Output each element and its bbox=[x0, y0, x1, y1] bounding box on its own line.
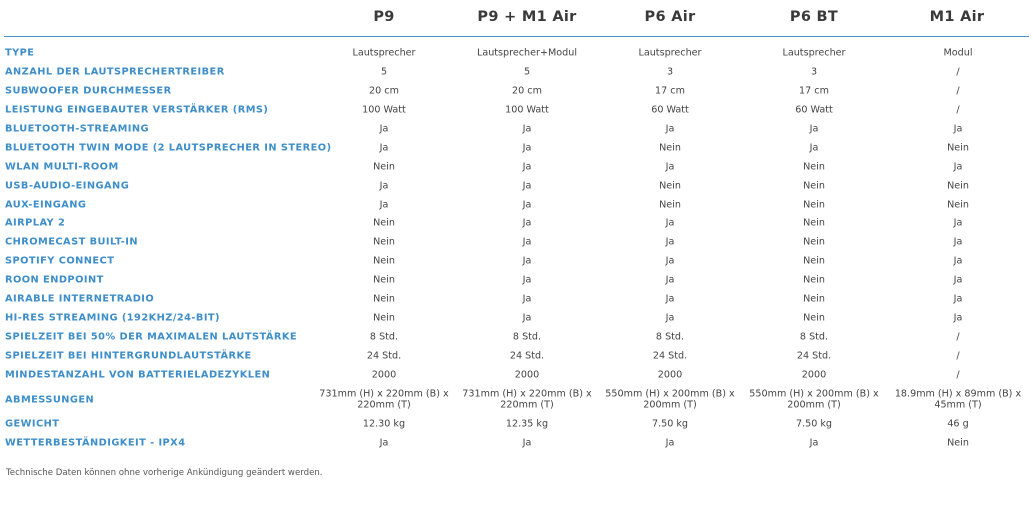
table-cell: 24 Std. bbox=[652, 349, 688, 361]
table-cell: 5 bbox=[380, 66, 388, 78]
table-cell: 2000 bbox=[657, 368, 683, 380]
table-cell: 7.50 kg bbox=[651, 418, 689, 430]
spec-rows bbox=[0, 44, 1033, 453]
table-cell: 18.9mm (H) x 89mm (B) x 45mm (T) bbox=[894, 388, 1022, 411]
row-label: ROON ENDPOINT bbox=[5, 274, 104, 286]
table-cell: Nein bbox=[803, 198, 825, 210]
table-cell: 17 cm bbox=[799, 85, 829, 97]
table-cell: Ja bbox=[665, 161, 675, 173]
table-cell: / bbox=[956, 368, 960, 380]
table-cell: 3 bbox=[666, 66, 674, 78]
table-cell: 12.35 kg bbox=[505, 418, 549, 430]
row-label: WLAN MULTI-ROOM bbox=[5, 161, 119, 173]
table-cell: Nein bbox=[803, 293, 825, 305]
table-row bbox=[0, 271, 1033, 290]
table-row bbox=[0, 415, 1033, 434]
row-label: SPOTIFY CONNECT bbox=[5, 255, 115, 267]
table-cell: Nein bbox=[947, 179, 969, 191]
table-cell: Nein bbox=[803, 161, 825, 173]
table-cell: 731mm (H) x 220mm (B) x 220mm (T) bbox=[462, 388, 592, 411]
table-cell: 24 Std. bbox=[509, 349, 545, 361]
table-cell: Nein bbox=[373, 274, 395, 286]
table-cell: Ja bbox=[379, 437, 389, 449]
table-cell: 731mm (H) x 220mm (B) x 220mm (T) bbox=[319, 388, 449, 411]
table-cell: Nein bbox=[659, 142, 681, 154]
table-cell: Nein bbox=[947, 198, 969, 210]
row-label: WETTERBESTÄNDIGKEIT - IPX4 bbox=[5, 437, 186, 449]
table-cell: Ja bbox=[953, 217, 963, 229]
table-row bbox=[0, 120, 1033, 139]
table-cell: 100 Watt bbox=[505, 104, 549, 116]
table-cell: 8 Std. bbox=[512, 331, 542, 343]
table-cell: 2000 bbox=[514, 368, 540, 380]
table-cell: Nein bbox=[659, 198, 681, 210]
table-cell: Lautsprecher bbox=[638, 47, 702, 59]
table-cell: / bbox=[956, 331, 960, 343]
table-cell: Ja bbox=[379, 123, 389, 135]
table-cell: Ja bbox=[379, 142, 389, 154]
table-cell: Ja bbox=[953, 123, 963, 135]
table-cell: 550mm (H) x 200mm (B) x 200mm (T) bbox=[749, 388, 879, 411]
table-cell: 550mm (H) x 200mm (B) x 200mm (T) bbox=[605, 388, 735, 411]
table-cell: Ja bbox=[953, 274, 963, 286]
table-cell: Nein bbox=[373, 161, 395, 173]
table-row bbox=[0, 327, 1033, 346]
table-cell: / bbox=[956, 104, 960, 116]
table-cell: Ja bbox=[522, 161, 532, 173]
table-cell: / bbox=[956, 85, 960, 97]
table-cell: Nein bbox=[803, 217, 825, 229]
table-cell: Ja bbox=[665, 312, 675, 324]
table-cell: Ja bbox=[522, 236, 532, 248]
table-cell: Nein bbox=[803, 236, 825, 248]
table-cell: Ja bbox=[665, 217, 675, 229]
table-cell: Ja bbox=[665, 274, 675, 286]
row-label: AIRABLE INTERNETRADIO bbox=[5, 293, 155, 305]
table-cell: 60 Watt bbox=[795, 104, 833, 116]
table-row bbox=[0, 101, 1033, 120]
table-row bbox=[0, 252, 1033, 271]
table-cell: Ja bbox=[522, 255, 532, 267]
column-header-p6-air: P6 Air bbox=[644, 9, 696, 25]
table-row bbox=[0, 176, 1033, 195]
row-label: LEISTUNG EINGEBAUTER VERSTÄRKER (RMS) bbox=[5, 104, 269, 116]
table-row bbox=[0, 82, 1033, 101]
table-cell: Ja bbox=[522, 312, 532, 324]
table-cell: Ja bbox=[809, 123, 819, 135]
table-header bbox=[4, 0, 1029, 37]
table-cell: Ja bbox=[665, 255, 675, 267]
table-cell: Ja bbox=[522, 179, 532, 191]
table-cell: 8 Std. bbox=[369, 331, 399, 343]
table-cell: Ja bbox=[953, 293, 963, 305]
table-cell: Ja bbox=[379, 198, 389, 210]
table-cell: 8 Std. bbox=[655, 331, 685, 343]
table-cell: Ja bbox=[809, 437, 819, 449]
row-label: SPIELZEIT BEI 50% DER MAXIMALEN LAUTSTÄRKE bbox=[5, 331, 298, 343]
table-row bbox=[0, 365, 1033, 384]
table-cell: 24 Std. bbox=[366, 349, 402, 361]
table-cell: 3 bbox=[810, 66, 818, 78]
row-label: SUBWOOFER DURCHMESSER bbox=[5, 85, 172, 97]
table-cell: Nein bbox=[803, 274, 825, 286]
table-cell: / bbox=[956, 349, 960, 361]
table-cell: Ja bbox=[522, 274, 532, 286]
row-label: USB-AUDIO-EINGANG bbox=[5, 180, 130, 192]
table-cell: Ja bbox=[665, 437, 675, 449]
table-cell: Ja bbox=[953, 236, 963, 248]
table-cell: Nein bbox=[373, 236, 395, 248]
table-row bbox=[0, 346, 1033, 365]
table-row bbox=[0, 308, 1033, 327]
table-cell: Ja bbox=[522, 142, 532, 154]
row-label: GEWICHT bbox=[5, 418, 60, 430]
table-cell: 60 Watt bbox=[651, 104, 689, 116]
table-cell: Modul bbox=[943, 47, 973, 59]
row-label: ANZAHL DER LAUTSPRECHERTREIBER bbox=[5, 66, 225, 78]
column-header-p9: P9 bbox=[373, 9, 395, 25]
table-cell: Ja bbox=[953, 312, 963, 324]
column-header-m1-air: M1 Air bbox=[929, 9, 985, 25]
row-label: BLUETOOTH-STREAMING bbox=[5, 123, 150, 135]
table-cell: Lautsprecher bbox=[352, 47, 416, 59]
table-cell: 24 Std. bbox=[796, 349, 832, 361]
table-row bbox=[0, 195, 1033, 214]
table-row bbox=[0, 63, 1033, 82]
row-label: MINDESTANZAHL VON BATTERIELADEZYKLEN bbox=[5, 369, 271, 381]
table-cell: Nein bbox=[947, 437, 969, 449]
row-label: ABMESSUNGEN bbox=[5, 394, 95, 406]
table-cell: 5 bbox=[523, 66, 531, 78]
table-cell: Nein bbox=[659, 179, 681, 191]
table-row bbox=[0, 44, 1033, 63]
table-cell: Ja bbox=[522, 217, 532, 229]
table-row bbox=[0, 434, 1033, 453]
table-cell: Ja bbox=[379, 179, 389, 191]
table-cell: Nein bbox=[373, 217, 395, 229]
table-row bbox=[0, 157, 1033, 176]
table-cell: 20 cm bbox=[369, 85, 399, 97]
table-cell: 2000 bbox=[801, 368, 827, 380]
row-label: AUX-EINGANG bbox=[5, 199, 87, 211]
row-label: CHROMECAST BUILT-IN bbox=[5, 236, 139, 248]
column-header-p6-bt: P6 BT bbox=[789, 9, 839, 25]
table-cell: Ja bbox=[665, 236, 675, 248]
table-cell: Ja bbox=[522, 123, 532, 135]
table-row bbox=[0, 214, 1033, 233]
table-cell: Lautsprecher bbox=[782, 47, 846, 59]
table-cell: Nein bbox=[803, 255, 825, 267]
column-header-p9-m1-air: P9 + M1 Air bbox=[477, 9, 577, 25]
table-cell: Nein bbox=[373, 293, 395, 305]
table-cell: Nein bbox=[373, 255, 395, 267]
table-cell: 17 cm bbox=[655, 85, 685, 97]
table-cell: 2000 bbox=[371, 368, 397, 380]
row-label: TYPE bbox=[5, 47, 35, 59]
table-cell: Ja bbox=[953, 161, 963, 173]
table-cell: Ja bbox=[522, 293, 532, 305]
table-cell: 7.50 kg bbox=[795, 418, 833, 430]
row-label: HI-RES STREAMING (192KHZ/24-BIT) bbox=[5, 312, 220, 324]
table-cell: Nein bbox=[947, 142, 969, 154]
table-cell: 100 Watt bbox=[362, 104, 406, 116]
table-cell: Lautsprecher+Modul bbox=[476, 47, 577, 59]
row-label: BLUETOOTH TWIN MODE (2 LAUTSPRECHER IN STEREO) bbox=[5, 142, 332, 154]
table-cell: Nein bbox=[803, 312, 825, 324]
table-row bbox=[0, 138, 1033, 157]
table-cell: 8 Std. bbox=[799, 331, 829, 343]
table-cell: Ja bbox=[522, 198, 532, 210]
table-cell: 20 cm bbox=[512, 85, 542, 97]
row-label: SPIELZEIT BEI HINTERGRUNDLAUTSTÄRKE bbox=[5, 350, 252, 362]
table-row bbox=[0, 290, 1033, 309]
table-cell: Nein bbox=[803, 179, 825, 191]
table-cell: 12.30 kg bbox=[362, 418, 406, 430]
table-cell: Ja bbox=[665, 293, 675, 305]
table-row bbox=[0, 233, 1033, 252]
table-cell: Ja bbox=[665, 123, 675, 135]
row-label: AIRPLAY 2 bbox=[5, 217, 66, 229]
table-cell: Ja bbox=[522, 437, 532, 449]
footnote: Technische Daten können ohne vorherige Ankündigung geändert werden. bbox=[6, 468, 323, 478]
table-cell: / bbox=[956, 66, 960, 78]
table-row bbox=[0, 384, 1033, 415]
table-cell: Ja bbox=[809, 142, 819, 154]
table-cell: Nein bbox=[373, 312, 395, 324]
table-cell: Ja bbox=[953, 255, 963, 267]
table-cell: 46 g bbox=[947, 418, 969, 430]
